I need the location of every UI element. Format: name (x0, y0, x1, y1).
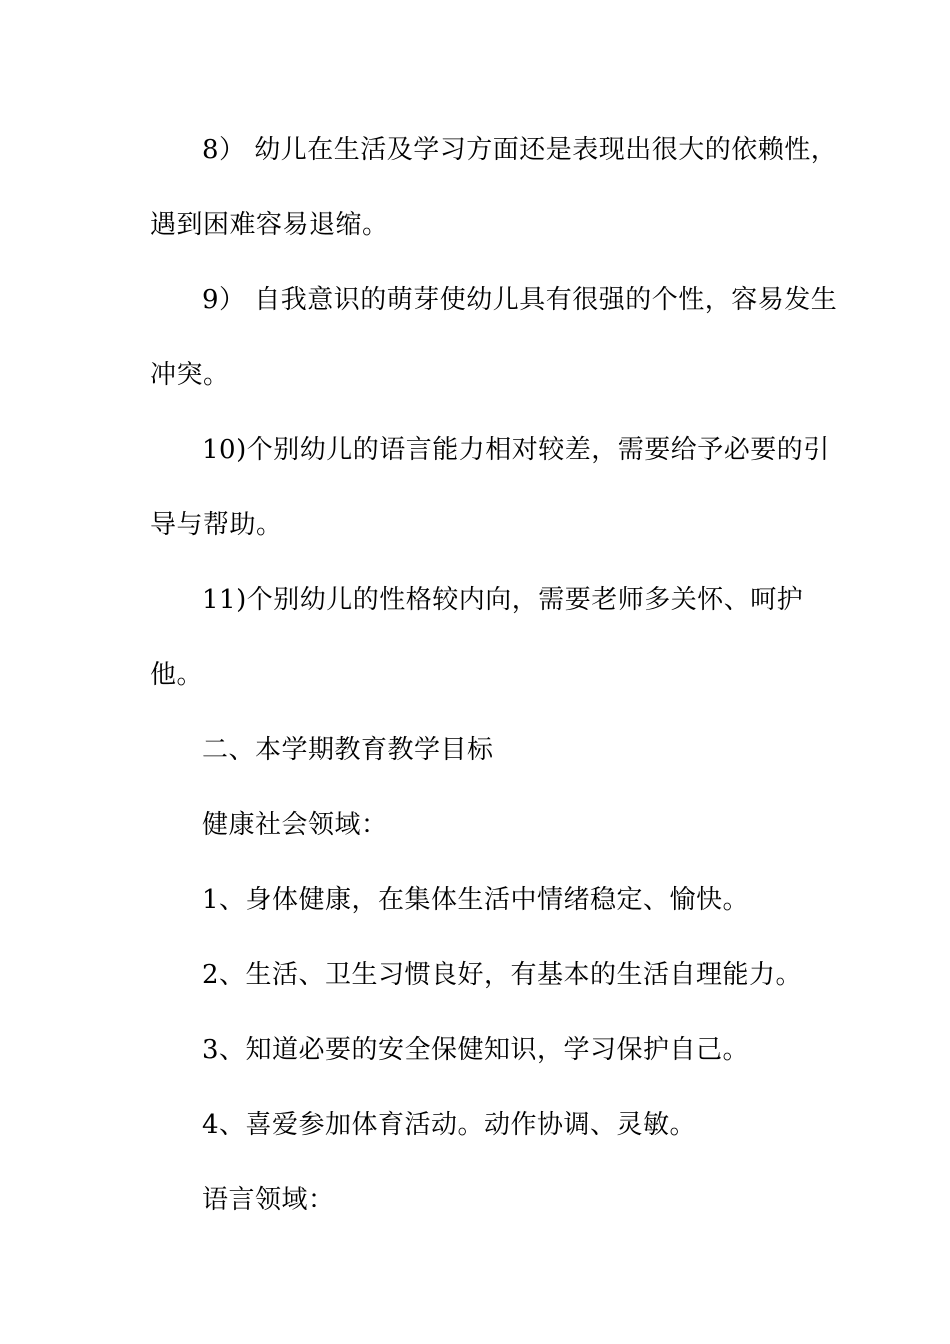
paragraph-8-line-2: 遇到困难容易退缩。 (150, 210, 389, 240)
paragraph-11-line-2: 他。 (150, 660, 204, 690)
goal-item-3: 3、知道必要的安全保健知识，学习保护自己。 (202, 1035, 750, 1065)
paragraph-9-line-2: 冲突。 (150, 360, 230, 390)
paragraph-11-line-1: 11)个别幼儿的性格较内向，需要老师多关怀、呵护 (202, 585, 804, 615)
goal-item-1: 1、身体健康，在集体生活中情绪稳定、愉快。 (202, 885, 750, 915)
paragraph-10-line-2: 导与帮助。 (150, 510, 283, 540)
goal-item-4: 4、喜爱参加体育活动。动作协调、灵敏。 (202, 1110, 697, 1140)
paragraph-8-line-1: 8） 幼儿在生活及学习方面还是表现出很大的依赖性， (202, 135, 838, 165)
section-heading-goals: 二、本学期教育教学目标 (202, 735, 494, 765)
paragraph-10-line-1: 10)个别幼儿的语言能力相对较差，需要给予必要的引 (202, 435, 830, 465)
subheading-health-social: 健康社会领域： (202, 810, 388, 840)
paragraph-9-line-1: 9） 自我意识的萌芽使幼儿具有很强的个性，容易发生 (202, 285, 838, 315)
goal-item-2: 2、生活、卫生习惯良好，有基本的生活自理能力。 (202, 960, 803, 990)
subheading-language: 语言领域： (202, 1185, 335, 1215)
